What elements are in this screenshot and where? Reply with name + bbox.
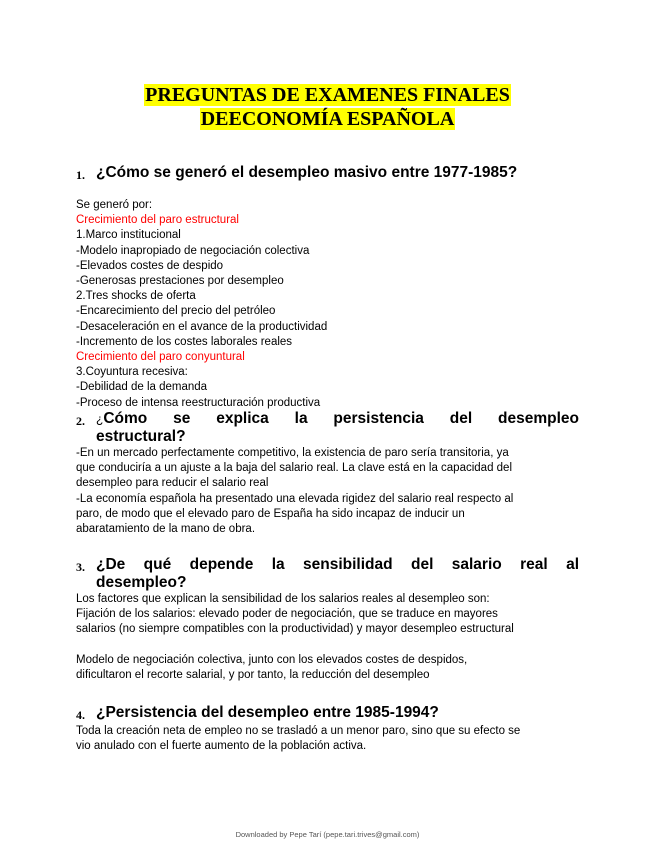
answer-line: -En un mercado perfectamente competitivo, la existencia de paro sería transitoria, ya bbox=[76, 447, 509, 459]
answer-line: que conduciría a un ajuste a la baja del salario real. La clave está en la capacidad del bbox=[76, 462, 513, 475]
question-3-answer-paragraph-2 bbox=[76, 653, 579, 683]
answer-line: desempleo para reducir el salario real bbox=[76, 477, 269, 490]
answer-line: Toda la creación neta de empleo no se trasladó a un menor paro, sino que su efecto se bbox=[76, 725, 521, 737]
question-4-heading bbox=[76, 704, 579, 724]
question-1 bbox=[76, 164, 579, 411]
answer-line: vio anulado con el fuerte aumento de la población activa. bbox=[76, 740, 367, 753]
question-3-text-line-2: desempleo? bbox=[96, 574, 187, 591]
answer-line: 3.Coyuntura recesiva: bbox=[76, 366, 188, 379]
answer-line: Los factores que explican la sensibilidad de los salarios reales al desempleo son: bbox=[76, 593, 490, 605]
question-3 bbox=[76, 556, 579, 683]
question-1-number: 1. bbox=[76, 168, 85, 182]
answer-line: Crecimiento del paro estructural bbox=[76, 214, 239, 227]
question-4-number: 4. bbox=[76, 708, 85, 722]
question-2 bbox=[76, 410, 579, 537]
answer-line: abaratamiento de la mano de obra. bbox=[76, 523, 256, 536]
answer-line: -Modelo inapropiado de negociación colectiva bbox=[76, 244, 310, 257]
answer-line: -Generosas prestaciones por desempleo bbox=[76, 275, 284, 288]
question-4-text: ¿Persistencia del desempleo entre 1985-1994? bbox=[96, 704, 439, 721]
answer-line: salarios (no siempre compatibles con la productividad) y mayor desempleo estructural bbox=[76, 623, 514, 636]
title-line-2: DEECONOMÍA ESPAÑOLA bbox=[200, 108, 455, 130]
title-line-1: PREGUNTAS DE EXAMENES FINALES bbox=[145, 84, 510, 106]
question-1-heading bbox=[76, 164, 579, 184]
question-1-answer bbox=[76, 198, 579, 411]
question-1-text: ¿Cómo se generó el desempleo masivo entre 1977-1985? bbox=[96, 164, 518, 181]
question-4 bbox=[76, 704, 579, 754]
answer-line: -Desaceleración en el avance de la productividad bbox=[76, 320, 328, 333]
question-3-text-line-1: ¿De qué depende la sensibilidad del salario real al bbox=[96, 556, 579, 573]
question-2-text-line-2: estructural? bbox=[96, 428, 186, 445]
question-4-answer bbox=[76, 724, 579, 754]
answer-line: dificultaron el recorte salarial, y por tanto, la reducción del desempleo bbox=[76, 668, 430, 681]
question-2-text-line-1: ¿Cómo se explica la persistencia del desempleo bbox=[96, 410, 579, 427]
answer-line: 2.Tres shocks de oferta bbox=[76, 290, 196, 303]
question-2-inverted-mark: ¿ bbox=[96, 412, 104, 426]
answer-line: -Debilidad de la demanda bbox=[76, 381, 208, 394]
answer-line: -Encarecimiento del precio del petróleo bbox=[76, 305, 276, 318]
question-3-answer-paragraph-1 bbox=[76, 592, 579, 638]
answer-line: Modelo de negociación colectiva, junto con los elevados costes de despidos, bbox=[76, 653, 468, 666]
answer-line: 1.Marco institucional bbox=[76, 229, 181, 242]
question-2-heading bbox=[76, 410, 579, 446]
question-3-number: 3. bbox=[76, 560, 85, 574]
answer-line: -La economía española ha presentado una elevada rigidez del salario real respecto al bbox=[76, 492, 514, 505]
document-title bbox=[0, 83, 655, 131]
question-2-number: 2. bbox=[76, 414, 85, 428]
answer-line: Se generó por: bbox=[76, 199, 153, 211]
answer-line: paro, de modo que el elevado paro de España ha sido incapaz de inducir un bbox=[76, 507, 465, 520]
answer-line: Fijación de los salarios: elevado poder de negociación, que se traduce en mayores bbox=[76, 608, 498, 621]
answer-line: -Incremento de los costes laborales reales bbox=[76, 335, 293, 348]
paragraph-gap bbox=[76, 638, 579, 653]
answer-line: -Proceso de intensa reestructuración productiva bbox=[76, 396, 321, 409]
download-footer: Downloaded by Pepe Tarí (pepe.tari.trives@gmail.com) bbox=[235, 830, 420, 839]
answer-line: -Elevados costes de despido bbox=[76, 259, 224, 272]
answer-line: Crecimiento del paro conyuntural bbox=[76, 351, 245, 364]
question-2-answer bbox=[76, 446, 579, 537]
question-3-heading bbox=[76, 556, 579, 592]
